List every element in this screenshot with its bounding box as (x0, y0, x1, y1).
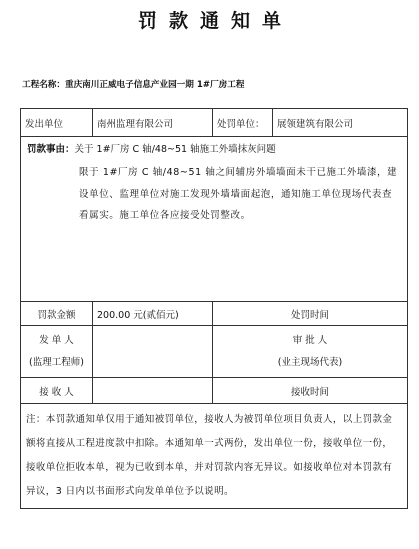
amount-label: 罚款金额 (21, 302, 93, 326)
amount-value: 200.00 元(贰佰元) (93, 302, 213, 326)
reason-label: 罚款事由： (27, 144, 75, 155)
amount-row (21, 302, 408, 326)
sender-signature-field[interactable] (93, 326, 213, 378)
document-title: 罚款通知单 (137, 10, 293, 32)
approver-label: 审 批 人 (292, 334, 328, 346)
receiver-label: 接 收 人 (21, 378, 93, 404)
penalty-time-label: 处罚时间 (213, 302, 408, 326)
sender-cell (21, 326, 93, 378)
approver-sublabel: (业主现场代表) (277, 356, 343, 368)
receive-time-label: 接收时间 (213, 378, 408, 404)
reason-subject: 关于 1#厂房 C 轴/48~51 轴施工外墙抹灰问题 (74, 144, 276, 155)
receiver-row (21, 378, 408, 404)
reason-cell (21, 137, 408, 302)
issuer-row (21, 109, 408, 137)
note-cell: 注：本罚款通知单仅用于通知被罚单位，接收人为被罚单位项目负责人，以上罚款金额将直接从工程进度款中扣除。本通知单一式两份，发出单位一份，接收单位一份，接收单位拒收本单，视为已收到本单，并对罚款内容无异议。如接收单位对本罚款有异议，3 日内以书面形式向发单单位予以说明。 (21, 404, 408, 509)
note-row (21, 404, 408, 509)
project-name-label: 工程名称： (22, 80, 65, 90)
project-name-line (22, 78, 244, 90)
receiver-signature-field[interactable] (93, 378, 213, 404)
issuer-label: 发出单位 (21, 109, 93, 137)
issuer-value: 南州监理有限公司 (93, 109, 213, 137)
reason-row (21, 137, 408, 302)
project-name-value: 重庆南川正威电子信息产业园一期 1#厂房工程 (64, 80, 245, 90)
penalized-label: 处罚单位： (213, 109, 273, 137)
reason-heading (27, 143, 401, 156)
reason-body: 限于 1#厂房 C 轴/48~51 轴之间辅房外墙墙面未干已施工外墙漆，建设单位、监理单位对施工发现外墙墙面起泡，通知施工单位现场代表查看属实。施工单位各应接受处罚整改。 (79, 167, 398, 221)
sender-sublabel: (监理工程师) (29, 356, 84, 368)
penalty-form-table (20, 108, 408, 509)
signers-row (21, 326, 408, 378)
penalized-value: 展领建筑有限公司 (273, 109, 408, 137)
sender-label: 发 单 人 (39, 334, 74, 346)
approver-cell (213, 326, 408, 378)
